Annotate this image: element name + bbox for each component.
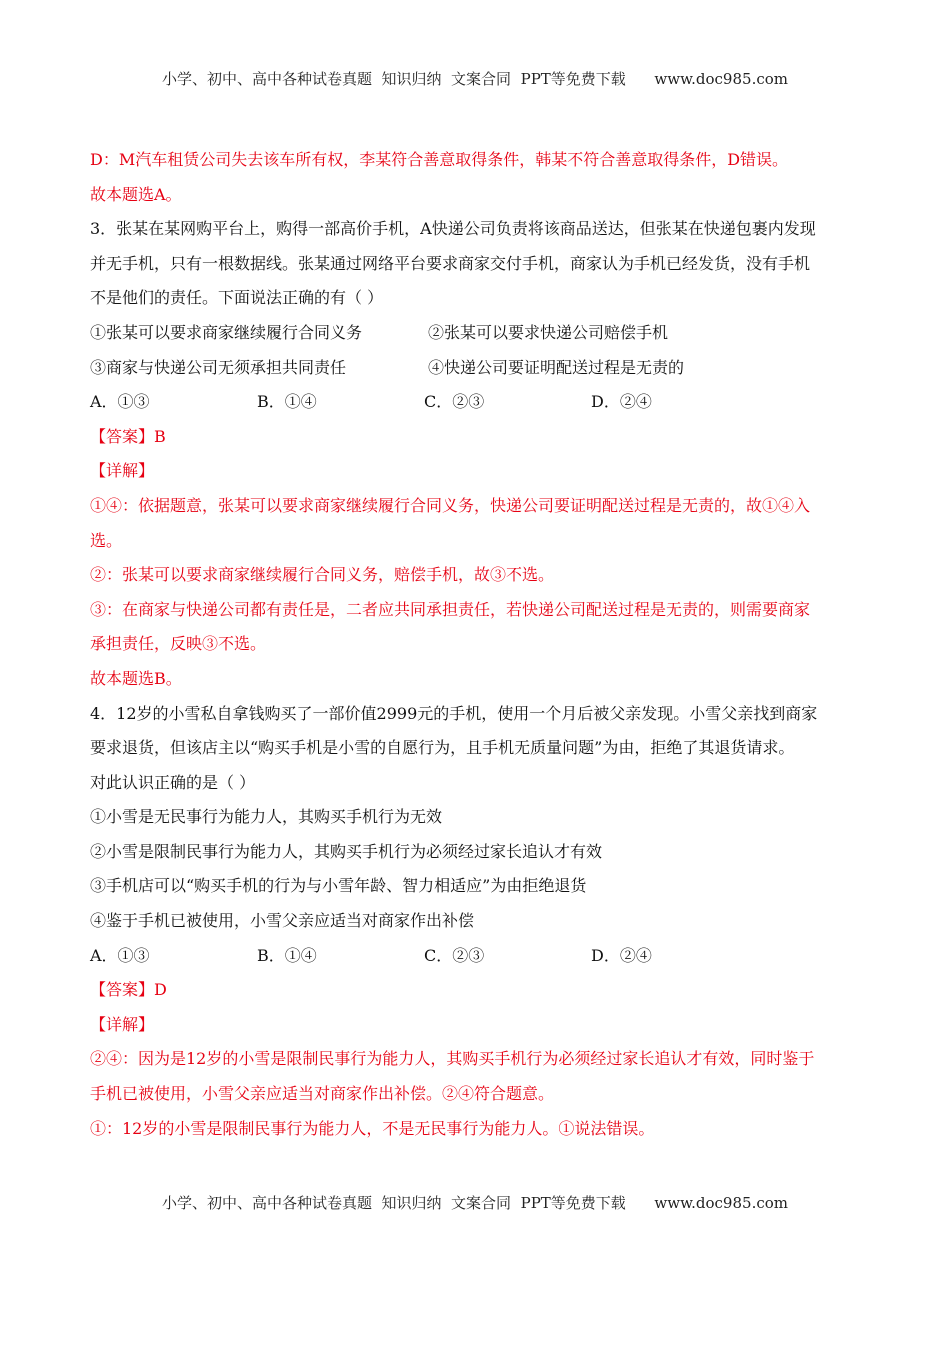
statement: ①小雪是无民事行为能力人，其购买手机行为无效 [90, 807, 443, 827]
statement: ②张某可以要求快递公司赔偿手机 [428, 322, 669, 342]
question-stem-line: 并无手机，只有一根数据线。张某通过网络平台要求商家交付手机，商家认为手机已经发货，没有手机 [90, 253, 811, 273]
answer-label: 【答案】B [90, 426, 166, 446]
option-b: B．①④ [257, 392, 317, 412]
question-stem-line: 3．张某在某网购平台上，购得一部高价手机，A快递公司负责将该商品送达，但张某在快递包裹内发现 [90, 219, 816, 239]
explanation-line: ②：张某可以要求商家继续履行合同义务，赔偿手机，故③不选。 [90, 565, 555, 585]
explanation-line: 手机已被使用，小雪父亲应适当对商家作出补偿。②④符合题意。 [90, 1084, 555, 1104]
explanation-line: ③：在商家与快递公司都有责任是，二者应共同承担责任，若快递公司配送过程是无责的，则需要商家 [90, 599, 811, 619]
option-c: C．②③ [424, 392, 485, 412]
statement: ③手机店可以“购买手机的行为与小雪年龄、智力相适应”为由拒绝退货 [90, 876, 587, 896]
explanation-line: ①④：依据题意，张某可以要求商家继续履行合同义务，快递公司要证明配送过程是无责的，故①④入 [90, 495, 811, 515]
explanation-line: ②④：因为是12岁的小雪是限制民事行为能力人，其购买手机行为必须经过家长追认才有效，同时鉴于 [90, 1049, 815, 1069]
option-a: A．①③ [90, 392, 150, 412]
question-stem-line: 要求退货，但该店主以“购买手机是小雪的自愿行为，且手机无质量问题”为由，拒绝了其退货请求。 [90, 738, 795, 758]
explanation-line: ①：12岁的小雪是限制民事行为能力人，不是无民事行为能力人。①说法错误。 [90, 1118, 655, 1138]
answer-label: 【答案】D [90, 980, 167, 1000]
question-stem-line: 4．12岁的小雪私自拿钱购买了一部价值2999元的手机，使用一个月后被父亲发现。小雪父亲找到商家 [90, 703, 818, 723]
statement-row [90, 351, 860, 386]
page-footer: 小学、初中、高中各种试卷真题 知识归纳 文案合同 PPT等免费下载 www.doc985.com [161, 1194, 788, 1212]
statement: ④快递公司要证明配送过程是无责的 [428, 357, 685, 377]
prev-option-d-explanation: D：M汽车租赁公司失去该车所有权，李某符合善意取得条件，韩某不符合善意取得条件，D错误。 [90, 150, 789, 169]
question-3 [90, 212, 860, 696]
explanation-line: 选。 [90, 530, 123, 550]
option-b: B．①④ [257, 945, 317, 965]
prev-conclusion: 故本题选A。 [90, 184, 182, 204]
question-4 [90, 697, 860, 1147]
detail-label: 【详解】 [90, 1014, 155, 1034]
statement: ③商家与快递公司无须承担共同责任 [90, 357, 347, 377]
options-row [90, 939, 860, 974]
statement-row [90, 316, 860, 351]
question-stem-line: 不是他们的责任。下面说法正确的有（ ） [90, 288, 384, 308]
question-stem-line: 对此认识正确的是（ ） [90, 772, 256, 792]
option-c: C．②③ [424, 945, 485, 965]
explanation-line: 承担责任，反映③不选。 [90, 634, 267, 654]
statement: ②小雪是限制民事行为能力人，其购买手机行为必须经过家长追认才有效 [90, 841, 603, 861]
statement: ①张某可以要求商家继续履行合同义务 [90, 322, 363, 342]
explanation-line: 故本题选B。 [90, 668, 182, 688]
option-a: A．①③ [90, 945, 150, 965]
document-body [90, 143, 860, 1146]
detail-label: 【详解】 [90, 461, 155, 481]
option-d: D．②④ [591, 945, 652, 965]
options-row [90, 385, 860, 420]
statement: ④鉴于手机已被使用，小雪父亲应适当对商家作出补偿 [90, 911, 475, 931]
page-header: 小学、初中、高中各种试卷真题 知识归纳 文案合同 PPT等免费下载 www.doc985.com [161, 70, 788, 88]
option-d: D．②④ [591, 392, 652, 412]
